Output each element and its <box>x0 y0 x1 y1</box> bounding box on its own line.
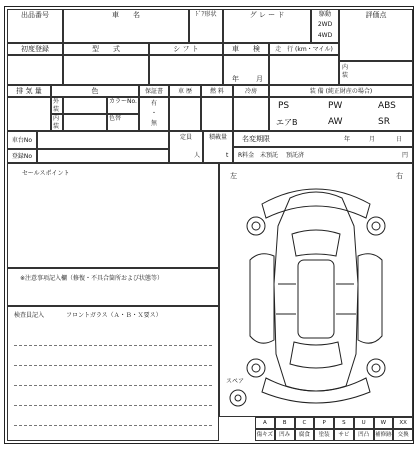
door-box <box>189 9 223 43</box>
chassis-value <box>37 131 169 149</box>
fuel-value <box>201 97 233 131</box>
history-label-cell <box>169 85 201 97</box>
equip-ps: PS <box>278 101 290 111</box>
ac-label-cell <box>233 85 269 97</box>
inspector-box <box>7 306 219 441</box>
score-box <box>339 9 413 61</box>
model-value <box>63 55 149 85</box>
warranty-label-cell <box>139 85 169 97</box>
color-label-cell <box>51 85 139 97</box>
legend-meaning: 凹凸 <box>354 429 374 441</box>
inspector-label: 検査員記入 <box>14 312 45 319</box>
notes-label: ※注意事項記入欄（修復・不具合箇所および状態等） <box>20 275 164 282</box>
door-label: ﾄﾞｱ形状 <box>195 11 217 18</box>
displacement-label-cell <box>7 85 51 97</box>
diagram-left-label: 左 <box>230 172 237 180</box>
chassis-label-cell <box>7 131 37 149</box>
loading-box <box>203 131 233 163</box>
shift-value <box>149 55 223 85</box>
first-reg-label: 初度登録 <box>21 45 49 53</box>
windshield-label: フロントガラス（Ａ・Ｂ・Ｘ要ス） <box>66 312 162 319</box>
sales-point-label: セールスポイント <box>22 170 70 177</box>
color-no-label: カラーNo. <box>109 98 137 105</box>
color-exterior-value <box>63 97 107 114</box>
first-reg-value <box>7 55 63 85</box>
legend-code: A <box>255 417 275 429</box>
lot-number-label: 出品番号 <box>21 11 49 19</box>
legend-meaning: サビ <box>334 429 354 441</box>
shift-label-cell <box>149 43 223 55</box>
legend-meaning: 塗装 <box>314 429 334 441</box>
name-change-day: 日 <box>396 136 403 143</box>
warranty-option-dot: ・ <box>150 110 157 117</box>
name-change-year: 年 <box>344 136 351 143</box>
legend-meaning: 傷キズ <box>255 429 275 441</box>
drive-4wd: 4WD <box>317 32 333 39</box>
vehicle-history-value <box>169 97 201 131</box>
recycle-box <box>233 147 413 163</box>
inspection-year-unit: 年 <box>232 75 239 83</box>
reg-no-label-cell <box>7 149 37 163</box>
capacity-unit: 人 <box>194 152 201 159</box>
recycle-yen: 円 <box>402 152 409 159</box>
equip-sr: SR <box>378 117 390 127</box>
legend-code: C <box>295 417 315 429</box>
legend-code: W <box>374 417 394 429</box>
legend-code: U <box>354 417 374 429</box>
car-outline-diagram <box>220 164 412 416</box>
mileage-value <box>269 55 339 85</box>
diagram-right-label: 右 <box>396 172 403 180</box>
inspection-value <box>223 55 269 85</box>
diagram-box <box>219 163 413 417</box>
color-interior-value <box>63 114 107 131</box>
mileage-label-cell <box>269 43 339 55</box>
drive-2wd: 2WD <box>317 21 333 28</box>
name-change-label: 名変期限 <box>242 135 270 143</box>
fuel-label: 燃 料 <box>210 88 224 95</box>
name-change-box <box>233 131 413 147</box>
loading-unit: t <box>226 152 229 159</box>
capacity-label: 定員 <box>179 134 192 141</box>
color-no-box <box>107 97 139 114</box>
color-change-label: 色替 <box>109 115 122 122</box>
ac-value <box>233 97 269 131</box>
fuel-label-cell <box>201 85 233 97</box>
grade-label: グ レ ー ド <box>249 11 285 19</box>
exterior-label: 外装 <box>53 98 60 113</box>
warranty-options <box>139 97 169 131</box>
capacity-box <box>169 131 203 163</box>
inspection-label: 車 検 <box>232 45 260 53</box>
equip-aw: AW <box>328 117 343 127</box>
warranty-option-no: 無 <box>150 120 157 127</box>
color-label: 色 <box>91 87 99 95</box>
mileage-label: 走 行 (km・マイル) <box>275 46 333 53</box>
equipment-label: 装 備 (純正財産の場合) <box>309 88 373 95</box>
chassis-label: 車台No <box>11 137 33 144</box>
interior-label: 内装 <box>53 115 60 130</box>
reg-no-label: 登録No <box>11 153 33 160</box>
legend-code: B <box>275 417 295 429</box>
name-change-month: 月 <box>369 136 376 143</box>
equip-abs: ABS <box>378 101 396 111</box>
spare-label: スペア <box>226 378 245 385</box>
interior-score-label: 内装 <box>342 64 349 79</box>
legend-meaning: 凹み <box>275 429 295 441</box>
vehicle-history-label: 車 歴 <box>178 88 192 95</box>
displacement-label: 排 気 量 <box>16 87 42 95</box>
inspection-label-cell <box>223 43 269 55</box>
reg-no-value <box>37 149 169 163</box>
score-label: 評価点 <box>365 11 387 19</box>
recycle-unpaid: 未預託 <box>260 152 279 159</box>
damage-legend-table <box>255 417 413 441</box>
loading-label: 積載量 <box>208 134 227 141</box>
sales-point-box <box>7 163 219 268</box>
displacement-value <box>7 97 51 131</box>
equipment-label-cell <box>269 85 413 97</box>
legend-meaning: 腐食 <box>295 429 315 441</box>
interior-score-box <box>339 61 413 85</box>
inspection-month-unit: 月 <box>256 75 263 83</box>
auction-sheet <box>4 6 414 444</box>
car-name-label: 車 名 <box>112 11 140 19</box>
legend-code: XX <box>393 417 413 429</box>
legend-code: S <box>334 417 354 429</box>
warranty-option-yes: 有 <box>150 100 157 107</box>
drive-box <box>311 9 339 43</box>
drive-label: 駆動 <box>318 11 331 18</box>
model-label: 型 式 <box>92 45 120 53</box>
equipment-grid <box>269 97 413 131</box>
color-change-box <box>107 114 139 131</box>
equip-airbag: エアB <box>276 118 298 127</box>
shift-label: シ フ ト <box>173 45 199 53</box>
ac-label: 冷房 <box>244 88 257 95</box>
color-exterior-tag <box>51 97 63 114</box>
notes-box <box>7 268 219 306</box>
color-interior-tag <box>51 114 63 131</box>
first-reg-label-cell <box>7 43 63 55</box>
grade-box <box>223 9 311 43</box>
recycle-label: R料金 <box>238 152 255 159</box>
lot-number-box <box>7 9 63 43</box>
car-name-box <box>63 9 189 43</box>
legend-code: P <box>314 417 334 429</box>
recycle-paid: 預託済 <box>286 152 305 159</box>
legend-meaning: 補修跡 <box>374 429 394 441</box>
legend-meaning: 交換 <box>393 429 413 441</box>
equip-pw: PW <box>328 101 343 111</box>
warranty-label: 保証書 <box>144 88 163 95</box>
model-label-cell <box>63 43 149 55</box>
